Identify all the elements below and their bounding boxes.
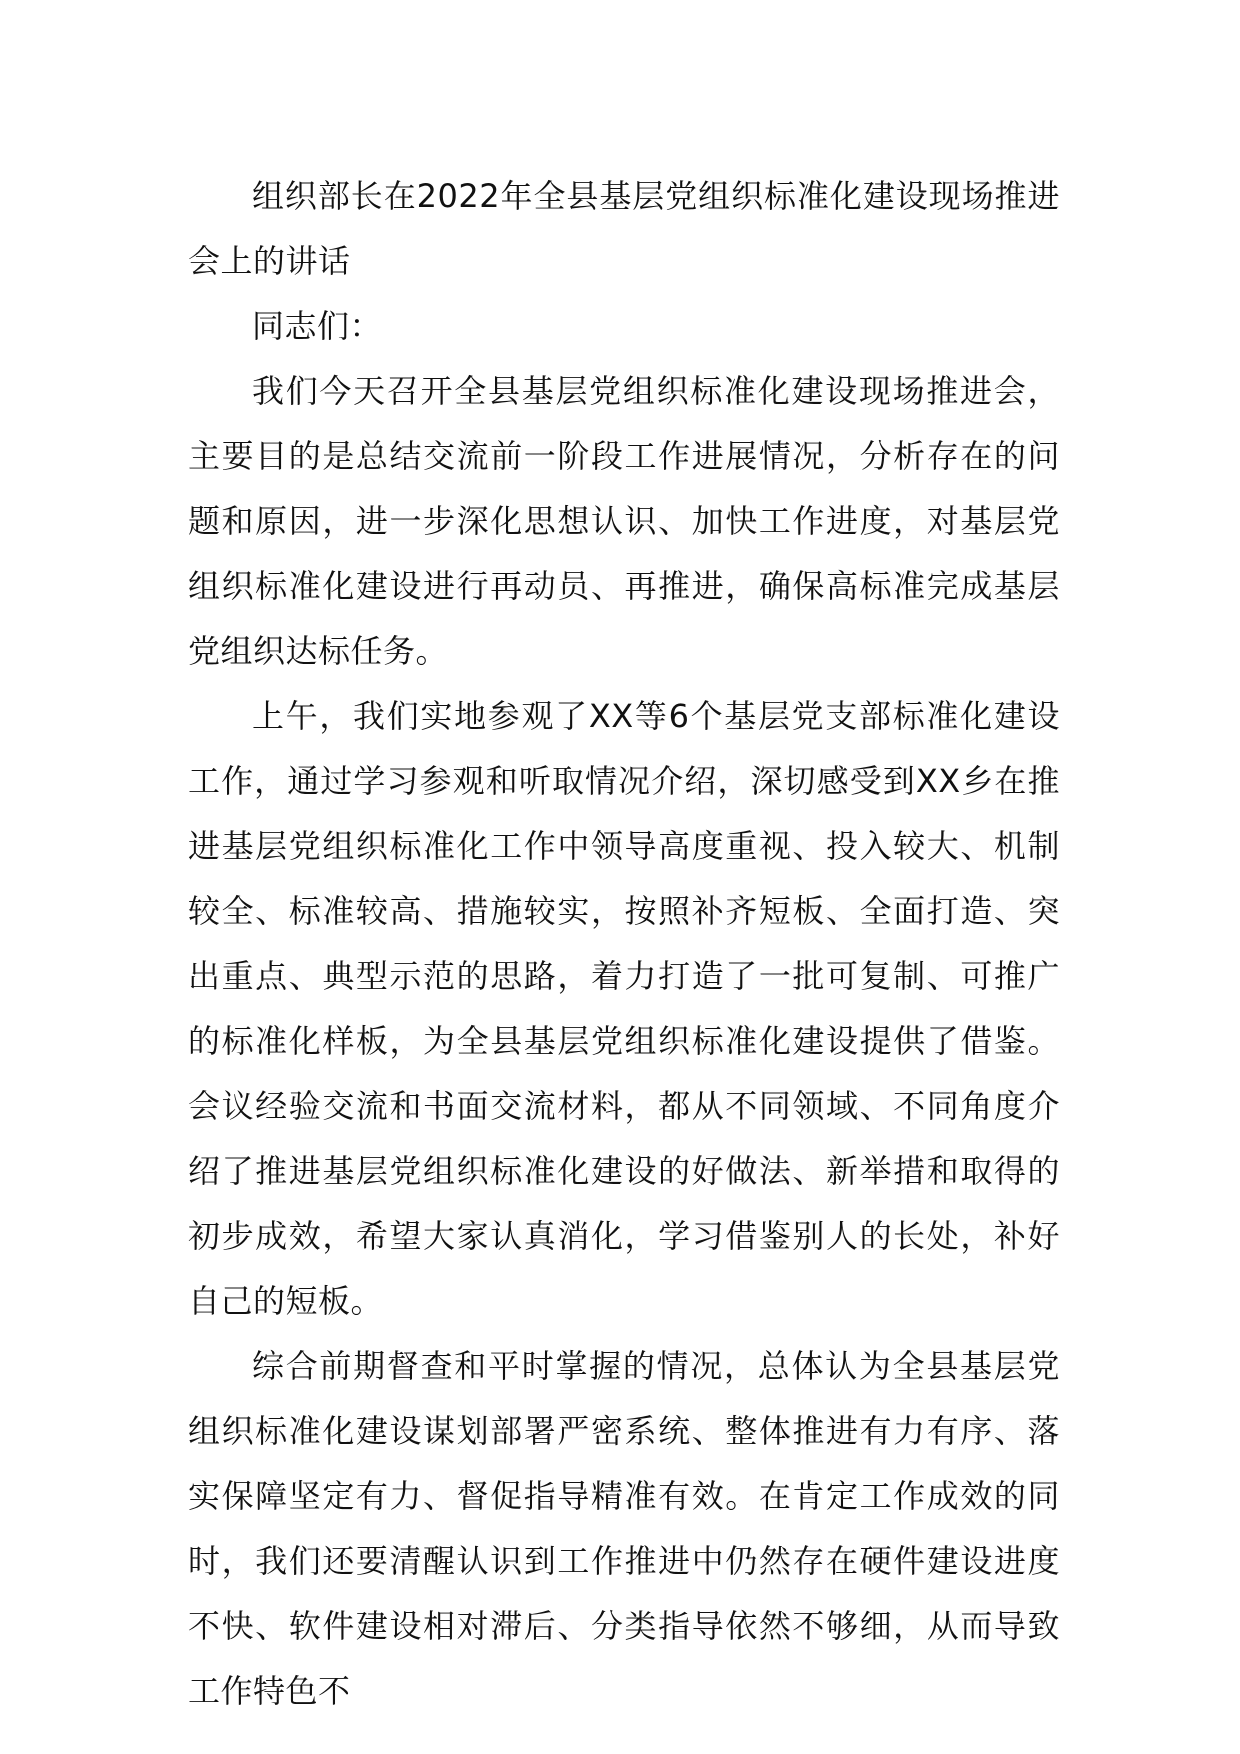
document-body xyxy=(188,164,1060,1724)
paragraph-1: 我们今天召开全县基层党组织标准化建设现场推进会，主要目的是总结交流前一阶段工作进展情况，分析存在的问题和原因，进一步深化思想认识、加快工作进度，对基层党组织标准化建设进行再动员、再推进，确保高标准完成基层党组织达标任务。 xyxy=(188,372,1060,670)
paragraph-2: 上午，我们实地参观了XX等6个基层党支部标准化建设工作，通过学习参观和听取情况介绍，深切感受到XX乡在推进基层党组织标准化工作中领导高度重视、投入较大、机制较全、标准较高、措施较实，按照补齐短板、全面打造、突出重点、典型示范的思路，着力打造了一批可复制、可推广的标准化样板，为全县基层党组织标准化建设提供了借鉴。会议经验交流和书面交流材料，都从不同领域、不同角度介绍了推进基层党组织标准化建设的好做法、新举措和取得的初步成效，希望大家认真消化，学习借鉴别人的长处，补好自己的短板。 xyxy=(188,697,1060,1320)
salutation: 同志们： xyxy=(252,307,383,345)
paragraph-3: 综合前期督查和平时掌握的情况，总体认为全县基层党组织标准化建设谋划部署严密系统、整体推进有力有序、落实保障坚定有力、督促指导精准有效。在肯定工作成效的同时，我们还要清醒认识到工作推进中仍然存在硬件建设进度不快、软件建设相对滞后、分类指导依然不够细，从而导致工作特色不 xyxy=(188,1347,1060,1710)
document-title: 组织部长在2022年全县基层党组织标准化建设现场推进会上的讲话 xyxy=(188,177,1060,280)
